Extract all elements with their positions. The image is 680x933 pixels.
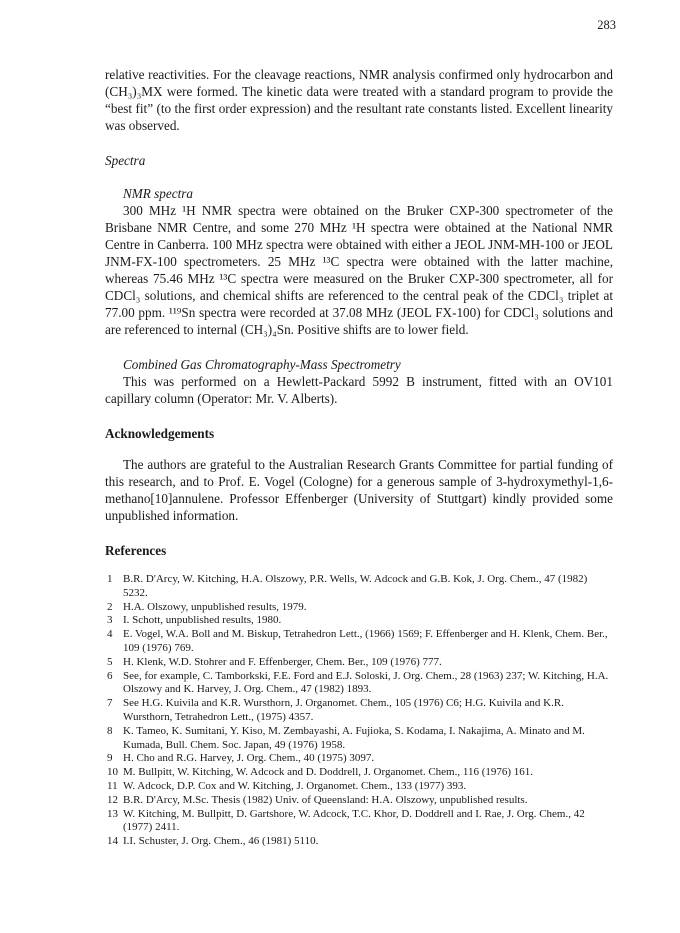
reference-number: 11 bbox=[107, 779, 118, 792]
reference-number: 13 bbox=[107, 807, 118, 820]
reference-text: K. Tameo, K. Sumitani, Y. Kiso, M. Zembayashi, A. Fujioka, S. Kodama, I. Nakajima, A. Minato and M. Kumada, Bull. Chem. Soc. Japan, 49 (1976) 1958. bbox=[123, 724, 585, 751]
spectra-heading: Spectra bbox=[105, 153, 146, 168]
reference-number: 2 bbox=[107, 600, 113, 613]
reference-item bbox=[105, 794, 613, 808]
reference-item bbox=[105, 808, 613, 836]
reference-number: 3 bbox=[107, 614, 113, 627]
reference-number: 6 bbox=[107, 669, 113, 682]
reference-text: B.R. D'Arcy, M.Sc. Thesis (1982) Univ. of Queensland: H.A. Olszowy, unpublished results. bbox=[123, 793, 528, 806]
nmr-subheading: NMR spectra bbox=[123, 186, 193, 201]
acknowledgements-paragraph: The authors are grateful to the Australian Research Grants Committee for partial funding of this research, and to Prof. E. Vogel (Cologne) for a generous sample of 3-hydroxymethyl-1,6-methano[10]annulene. Professor Effenberger (University of Stuttgart) kindly provided some unpublished information. bbox=[105, 457, 613, 523]
reference-text: H.A. Olszowy, unpublished results, 1979. bbox=[123, 600, 307, 613]
reference-text: See, for example, C. Tamborkski, F.E. Ford and E.J. Soloski, J. Org. Chem., 28 (1963) 237; W. Kitching, H.A. Olszowy and K. Harvey, J. Org. Chem., 47 (1982) 1893. bbox=[123, 669, 609, 696]
reference-text: H. Cho and R.G. Harvey, J. Org. Chem., 40 (1975) 3097. bbox=[123, 752, 375, 765]
reference-number: 4 bbox=[107, 628, 113, 641]
page-number: 283 bbox=[597, 18, 616, 32]
references-heading: References bbox=[105, 543, 167, 558]
reference-text: M. Bullpitt, W. Kitching, W. Adcock and D. Doddrell, J. Organomet. Chem., 116 (1976) 161. bbox=[123, 766, 534, 779]
reference-text: E. Vogel, W.A. Boll and M. Biskup, Tetrahedron Lett., (1966) 1569; F. Effenberger and H. Klenk, Chem. Ber., 109 (1976) 769. bbox=[123, 628, 608, 654]
reference-item bbox=[105, 752, 613, 766]
reference-number: 12 bbox=[107, 793, 118, 806]
reference-item bbox=[105, 697, 613, 725]
reference-item bbox=[105, 725, 613, 753]
gcms-paragraph: This was performed on a Hewlett-Packard 5992 B instrument, fitted with an OV101 capillary column (Operator: Mr. V. Alberts). bbox=[105, 374, 613, 406]
reference-number: 10 bbox=[107, 766, 118, 779]
reference-number: 7 bbox=[107, 697, 113, 710]
reference-number: 1 bbox=[107, 573, 113, 585]
reference-text: See H.G. Kuivila and K.R. Wursthorn, J. Organomet. Chem., 105 (1976) C6; H.G. Kuivila and K.R. Wursthorn, Tetrahedron Lett., (1975) 4357. bbox=[123, 697, 564, 723]
reference-item bbox=[105, 614, 613, 628]
reference-item bbox=[105, 601, 613, 615]
reference-item bbox=[105, 766, 613, 780]
nmr-paragraph: 300 MHz ¹H NMR spectra were obtained on the Bruker CXP-300 spectrometer of the Brisbane NMR Centre, and some 270 MHz ¹H spectra were obtained at the National NMR Centre in Canberra. 100 MHz spectra were obtained with either a JEOL JNM-MH-100 or JEOL JNM-FX-100 spectrometers. 25 MHz ¹³C spectra were obtained with the latter machine, whereas 75.46 MHz ¹³C spectra were measured on the Bruker CXP-300 spectrometer, all for CDCl₃ solutions, and chemical shifts are referenced to the central peak of the CDCl₃ triplet at 77.00 ppm. ¹¹⁹Sn spectra were recorded at 37.08 MHz (JEOL FX-100) for CDCl₃ solutions and are referenced to internal (CH₃)₄Sn. Positive shifts are to lower field. bbox=[105, 203, 613, 337]
page-content bbox=[105, 66, 613, 849]
reference-item bbox=[105, 780, 613, 794]
reference-text: I.I. Schuster, J. Org. Chem., 46 (1981) 5110. bbox=[123, 835, 319, 848]
reference-text: B.R. D'Arcy, W. Kitching, H.A. Olszowy, P.R. Wells, W. Adcock and G.B. Kok, J. Org. Chem., 47 (1982) 5232. bbox=[123, 573, 588, 599]
reference-text: I. Schott, unpublished results, 1980. bbox=[123, 614, 282, 627]
reference-number: 8 bbox=[107, 724, 113, 737]
references-list bbox=[105, 573, 613, 849]
reference-item bbox=[105, 628, 613, 656]
reference-item bbox=[105, 656, 613, 670]
reference-text: W. Kitching, M. Bullpitt, D. Gartshore, W. Adcock, T.C. Khor, D. Doddrell and I. Rae, J. Org. Chem., 42 (1977) 2411. bbox=[123, 807, 585, 834]
reference-number: 5 bbox=[107, 655, 113, 668]
reference-number: 14 bbox=[107, 835, 118, 848]
reference-item bbox=[105, 670, 613, 698]
gcms-subheading: Combined Gas Chromatography-Mass Spectrometry bbox=[123, 357, 401, 372]
reference-item bbox=[105, 573, 613, 601]
intro-paragraph: relative reactivities. For the cleavage reactions, NMR analysis confirmed only hydrocarbon and (CH₃)₃MX were formed. The kinetic data were treated with a standard program to provide the “best fit” (to the first order expression) and the resultant rate constants listed. Excellent linearity was observed. bbox=[105, 67, 613, 133]
acknowledgements-heading: Acknowledgements bbox=[105, 426, 215, 441]
reference-number: 9 bbox=[107, 752, 113, 765]
reference-text: H. Klenk, W.D. Stohrer and F. Effenberger, Chem. Ber., 109 (1976) 777. bbox=[123, 655, 442, 668]
reference-text: W. Adcock, D.P. Cox and W. Kitching, J. Organomet. Chem., 133 (1977) 393. bbox=[123, 779, 467, 792]
reference-item bbox=[105, 835, 613, 849]
